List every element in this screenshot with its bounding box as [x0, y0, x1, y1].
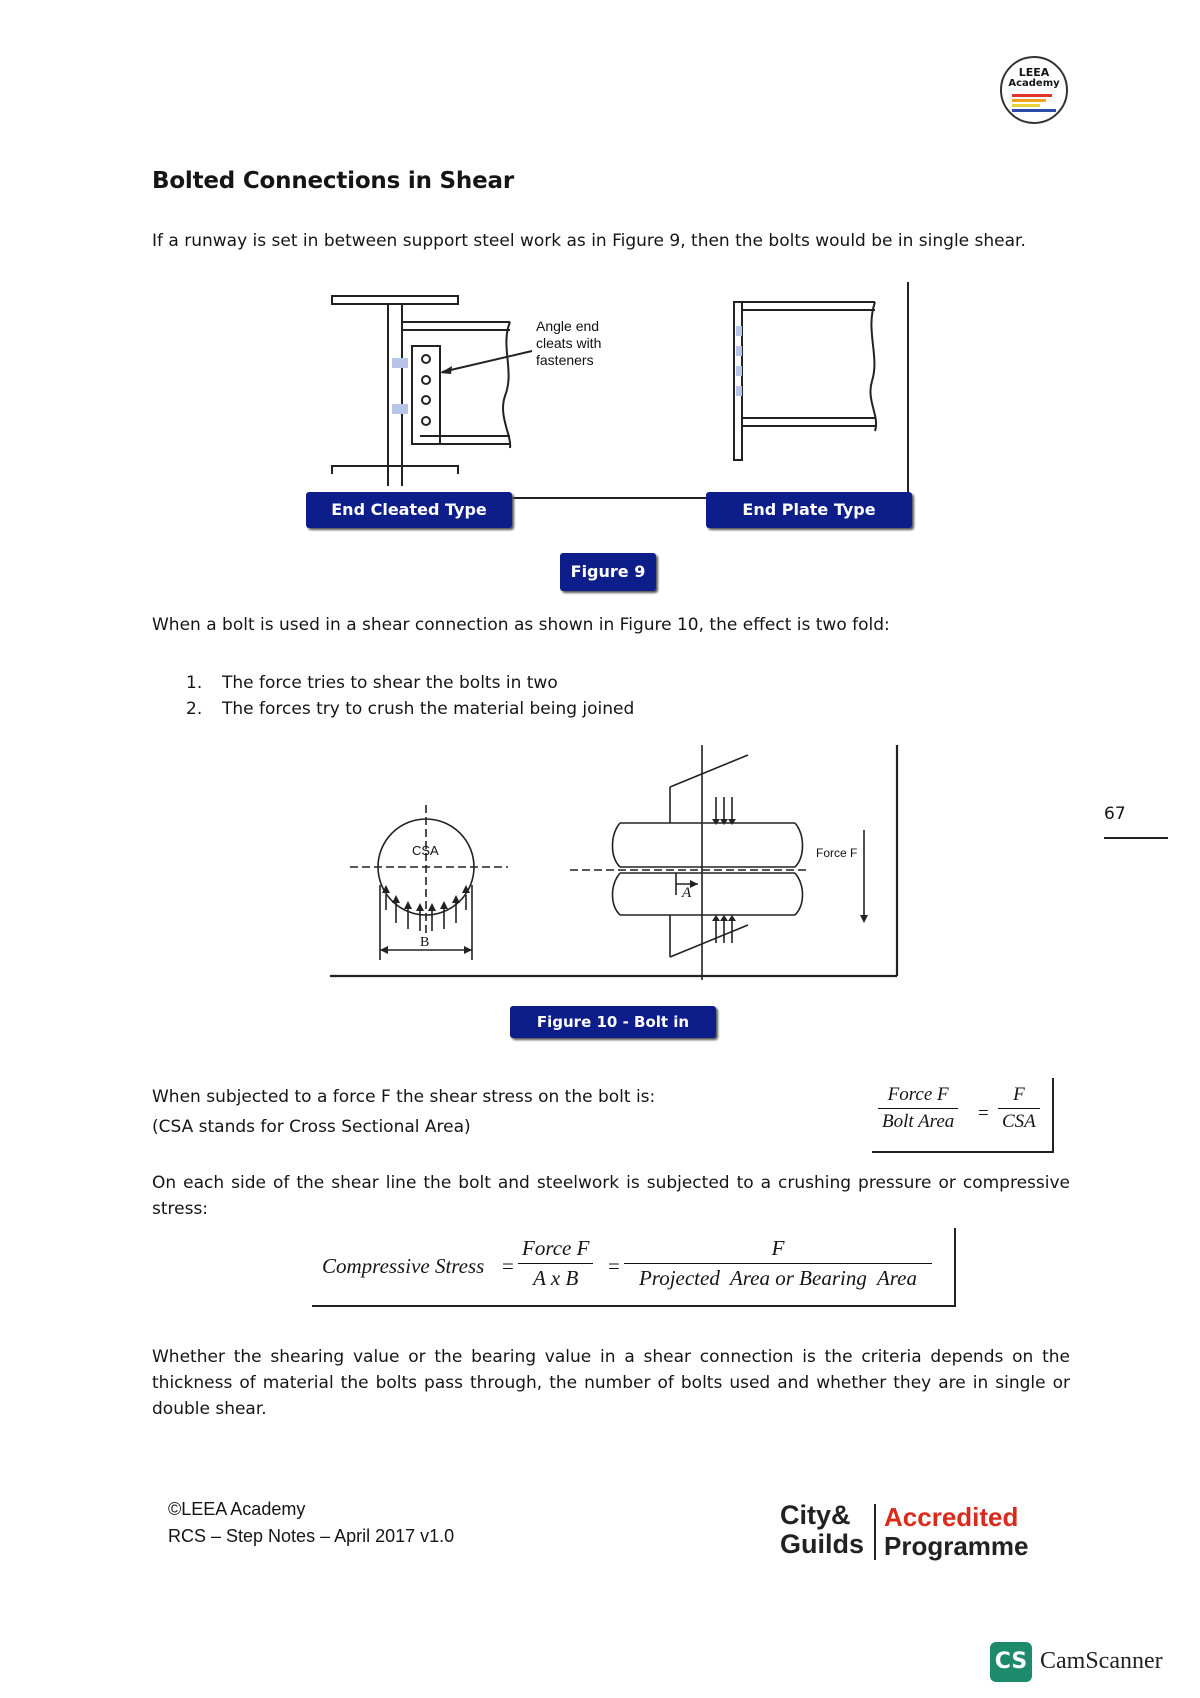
city-guilds-line2: Guilds: [780, 1529, 865, 1559]
page-number-rule: [1104, 837, 1168, 839]
camscanner-name: CamScanner: [1040, 1648, 1163, 1674]
fraction-force-over-axb: [518, 1236, 593, 1291]
label-end-plate-type: End Plate Type: [706, 492, 912, 528]
compressive-stress-formula: [318, 1230, 958, 1304]
logo-stripe: [1012, 94, 1052, 97]
list-item-number: 2.: [186, 699, 203, 719]
formula-frame-right: [954, 1228, 956, 1306]
section-title: Bolted Connections in Shear: [152, 168, 514, 194]
logo-stripe: [1012, 109, 1056, 112]
logo-line2: Academy: [1008, 78, 1060, 89]
list-item: [186, 696, 634, 722]
equals-sign: =: [978, 1103, 989, 1124]
logo-line1: LEEA: [1018, 66, 1050, 79]
camscanner-badge: CS: [990, 1642, 1032, 1682]
logo-stripe: [1012, 104, 1040, 107]
fraction-force-over-area: [878, 1084, 958, 1133]
numerator: F: [624, 1236, 932, 1264]
end-plate: [734, 302, 742, 460]
list-item-text: The forces try to crush the material being joined: [222, 699, 635, 719]
numerator: Force F: [518, 1236, 593, 1264]
programme-text: Programme: [884, 1531, 1029, 1561]
a-label: A: [682, 885, 692, 901]
column-bottom-flange: [332, 466, 458, 474]
effects-list: [186, 670, 634, 722]
denominator: CSA: [1002, 1111, 1036, 1132]
bolt-end-right: [795, 873, 803, 915]
camscanner-watermark: [990, 1642, 1180, 1686]
shear-stress-formula: [872, 1084, 1052, 1152]
numerator: F: [998, 1084, 1040, 1109]
logo-divider: [874, 1504, 876, 1560]
annotation-line1: Angle end: [536, 318, 600, 334]
b-label: B: [420, 935, 430, 950]
numerator: Force F: [878, 1084, 958, 1109]
logo-stripe: [1012, 99, 1046, 102]
figure-10-diagram: [330, 745, 910, 980]
bolt-shank: [392, 358, 408, 368]
compressive-stress-paragraph: On each side of the shear line the bolt and steelwork is subjected to a crushing pressure or compressive stress:: [152, 1173, 1070, 1219]
formula-frame-bottom: [312, 1305, 956, 1307]
fraction-f-over-bearing-area: [624, 1236, 932, 1291]
formula-frame-bottom: [872, 1151, 1054, 1153]
beam-break-right: [870, 302, 876, 431]
list-item-text: The force tries to shear the bolts in two: [222, 673, 558, 693]
force-f-label: Force F: [816, 846, 858, 860]
denominator: Projected Area or Bearing Area: [638, 1266, 917, 1290]
page-number: 67: [1104, 804, 1126, 824]
annotation-line3: fasteners: [536, 352, 594, 368]
equals-sign: =: [608, 1254, 620, 1278]
footer-doc-reference: RCS – Step Notes – April 2017 v1.0: [168, 1526, 455, 1546]
formula-lhs: Compressive Stress: [322, 1254, 485, 1278]
csa-label: CSA: [412, 843, 439, 858]
beam-break-left: [503, 322, 510, 448]
denominator: Bolt Area: [882, 1111, 955, 1132]
accredited-text: Accredited: [884, 1502, 1019, 1532]
city-guilds-line1: City&: [780, 1500, 851, 1530]
shear-stress-line2: (CSA stands for Cross Sectional Area): [152, 1117, 471, 1137]
equals-sign: =: [502, 1254, 514, 1278]
shear-stress-line1: When subjected to a force F the shear stress on the bolt is:: [152, 1087, 656, 1107]
bolt-shank: [392, 404, 408, 414]
intro-paragraph: If a runway is set in between support steel work as in Figure 9, then the bolts would be in single shear.: [152, 231, 1026, 251]
column-top-flange: [332, 296, 458, 304]
conclusion-paragraph: Whether the shearing value or the bearing value in a shear connection is the criteria depends on the thickness of material the bolts pass through, the number of bolts used and whether they are in single or double shear.: [152, 1347, 1070, 1419]
list-item: [186, 670, 634, 696]
figure-10-caption: Figure 10 - Bolt in Shear: [510, 1006, 716, 1038]
effects-intro: When a bolt is used in a shear connection as shown in Figure 10, the effect is two fold:: [152, 615, 890, 635]
denominator: A x B: [533, 1266, 579, 1290]
label-end-cleated-type: End Cleated Type: [306, 492, 512, 528]
list-item-number: 1.: [186, 673, 203, 693]
fraction-f-over-csa: [998, 1084, 1040, 1133]
city-guilds-accredited-logo: [780, 1500, 1040, 1570]
formula-frame-right: [1052, 1078, 1054, 1152]
leea-academy-logo: [1000, 56, 1068, 124]
annotation-line2: cleats with: [536, 335, 602, 351]
footer-copyright: ©LEEA Academy: [168, 1499, 306, 1519]
bolt-end-left: [613, 823, 621, 867]
figure-9-caption: Figure 9: [560, 553, 656, 591]
